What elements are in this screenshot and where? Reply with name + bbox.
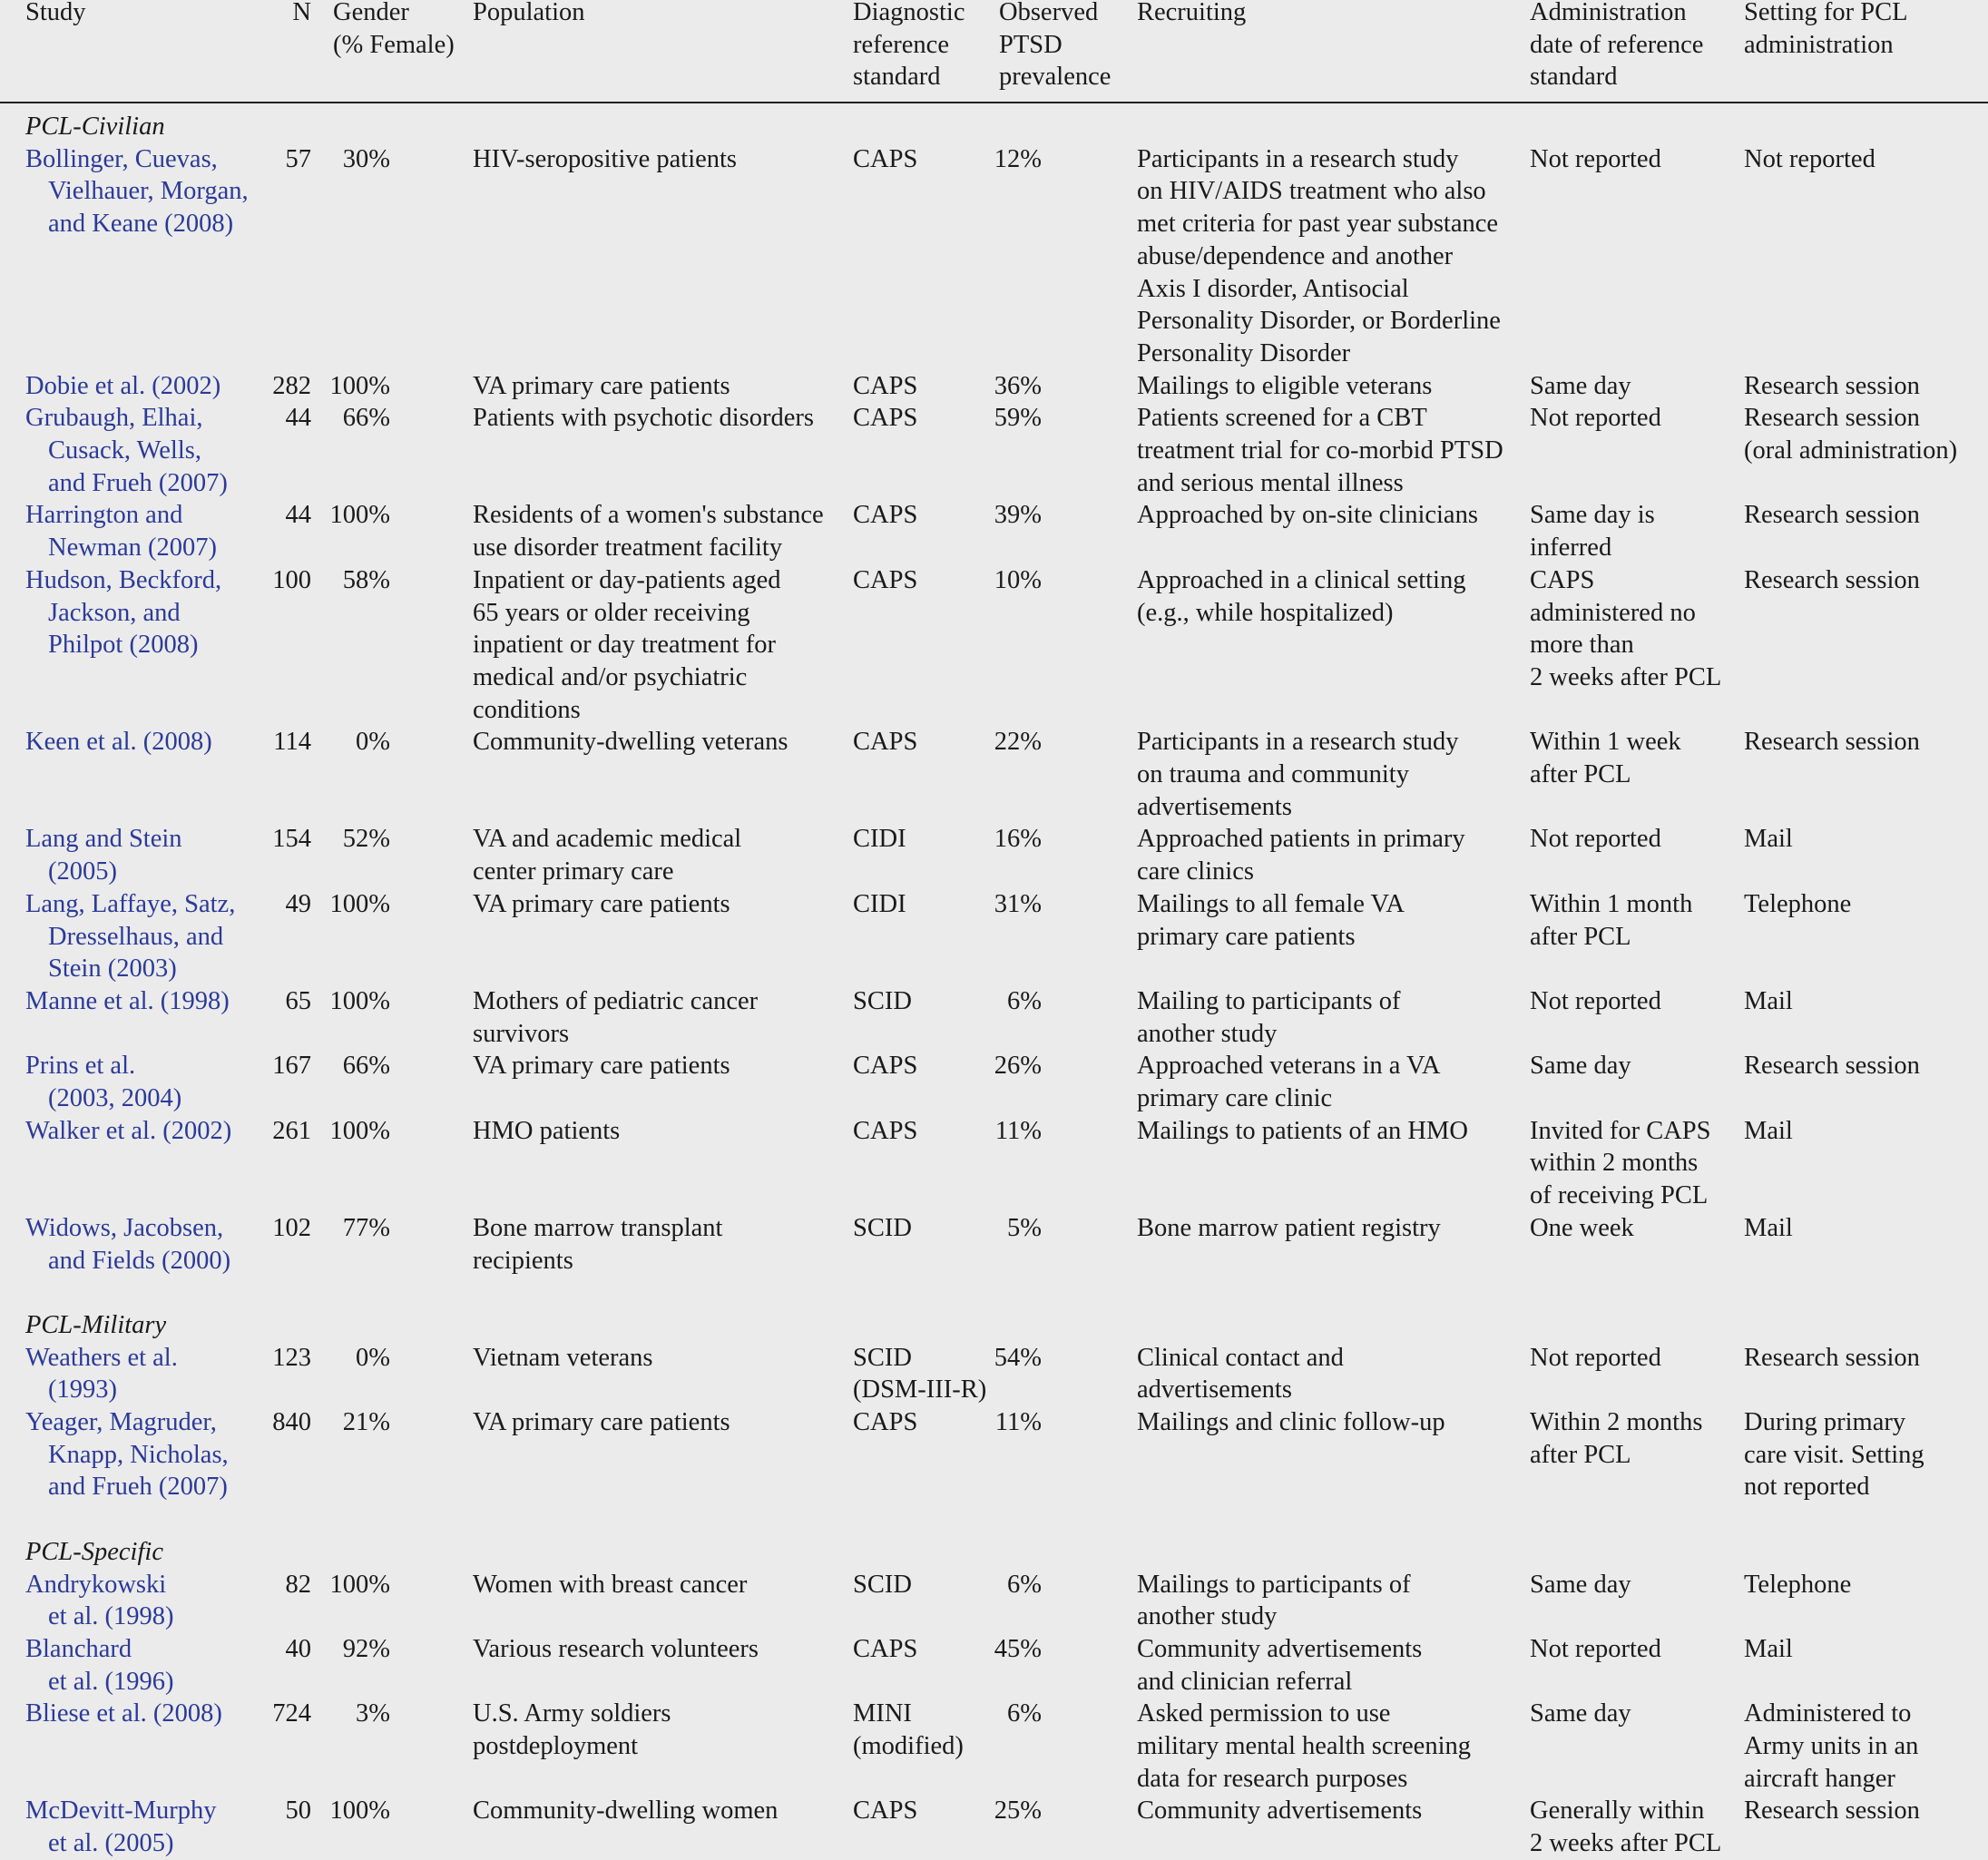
pcl-setting: Mail: [1744, 825, 1793, 854]
reference-standard: CAPS: [853, 1116, 918, 1145]
study-citation-cont: Vielhauer, Morgan,: [48, 177, 249, 206]
population: Community-dwelling veterans: [473, 728, 788, 757]
recruiting: Community advertisements and clinician referral: [1137, 1634, 1423, 1696]
study-citation-cont: Dresselhaus, and: [48, 922, 224, 951]
study-citation-cont: (1993): [48, 1375, 117, 1405]
sample-size: 44: [285, 501, 311, 530]
recruiting: Mailings to participants of another study: [1137, 1570, 1411, 1631]
percent-female: 58%: [342, 565, 390, 594]
sample-size: 50: [285, 1796, 311, 1826]
population: HIV-seropositive patients: [473, 144, 738, 173]
percent-female: 92%: [342, 1634, 390, 1663]
sample-size: 840: [272, 1408, 311, 1436]
header-prevalence: Observed PTSD prevalence: [999, 0, 1112, 92]
administration-date: Invited for CAPS within 2 months of receiving PCL: [1530, 1116, 1711, 1210]
recruiting: Bone marrow patient registry: [1137, 1213, 1441, 1242]
study-citation: Bliese et al. (2008): [25, 1699, 222, 1728]
study-citation: Dobie et al. (2002): [25, 371, 221, 400]
study-citation-cont: and Fields (2000): [48, 1246, 231, 1275]
ptsd-prevalence: 6%: [1007, 986, 1042, 1015]
study-citation-cont: (2003, 2004): [48, 1084, 182, 1112]
reference-standard: SCID: [853, 1570, 912, 1599]
percent-female: 0%: [356, 728, 390, 757]
pcl-setting: Research session: [1744, 501, 1920, 530]
pcl-setting: Research session (oral administration): [1744, 404, 1958, 465]
study-citation-cont: et al. (1996): [48, 1667, 174, 1696]
study-citation: Yeager, Magruder,: [25, 1408, 217, 1436]
sample-size: 282: [272, 371, 311, 400]
recruiting: Asked permission to use military mental health screening data for research purposes: [1137, 1699, 1471, 1793]
header-population: Population: [473, 0, 585, 26]
reference-standard: SCID: [853, 1213, 912, 1242]
sample-size: 49: [285, 889, 311, 918]
sample-size: 82: [285, 1570, 311, 1599]
population: Mothers of pediatric cancer survivors: [473, 986, 759, 1048]
study-citation-cont: Knapp, Nicholas,: [48, 1440, 229, 1469]
reference-standard: CAPS: [853, 728, 918, 757]
reference-standard: SCID (DSM-III-R): [853, 1343, 987, 1405]
study-citation-cont: Philpot (2008): [48, 631, 199, 660]
pcl-setting: Mail: [1744, 1634, 1793, 1663]
recruiting: Patients screened for a CBT treatment trial for co-morbid PTSD and serious mental illness: [1137, 404, 1503, 497]
pcl-setting: Mail: [1744, 986, 1793, 1015]
header-n: N: [292, 0, 311, 26]
study-citation: Bollinger, Cuevas,: [25, 144, 218, 173]
ptsd-prevalence: 11%: [994, 1408, 1042, 1436]
pcl-setting: Administered to Army units in an aircraft hanger: [1744, 1699, 1919, 1793]
population: Bone marrow transplant recipients: [473, 1213, 723, 1275]
recruiting: Approached veterans in a VA primary care clinic: [1137, 1052, 1441, 1112]
administration-date: CAPS administered no more than 2 weeks after PCL: [1530, 565, 1722, 691]
recruiting: Mailings to patients of an HMO: [1137, 1116, 1468, 1145]
administration-date: Same day: [1530, 1699, 1631, 1728]
population: Vietnam veterans: [473, 1343, 653, 1372]
ptsd-prevalence: 25%: [994, 1796, 1042, 1826]
header-setting: Setting for PCL administration: [1744, 0, 1908, 59]
reference-standard: CAPS: [853, 501, 918, 530]
administration-date: Not reported: [1530, 986, 1661, 1015]
reference-standard: CAPS: [853, 1408, 918, 1436]
study-citation: Walker et al. (2002): [25, 1116, 232, 1145]
recruiting: Approached in a clinical setting (e.g., while hospitalized): [1137, 565, 1466, 627]
percent-female: 100%: [329, 986, 390, 1015]
study-citation-cont: and Frueh (2007): [48, 468, 228, 497]
administration-date: One week: [1530, 1213, 1634, 1242]
recruiting: Community advertisements: [1137, 1796, 1423, 1826]
population: Patients with psychotic disorders: [473, 404, 814, 433]
recruiting: Participants in a research study on trauma and community advertisements: [1137, 728, 1459, 821]
ptsd-prevalence: 16%: [994, 825, 1042, 854]
population: Various research volunteers: [473, 1634, 759, 1663]
header-admin-date: Administration date of reference standard: [1530, 0, 1704, 92]
ptsd-prevalence: 12%: [994, 144, 1042, 173]
population: VA primary care patients: [473, 1408, 730, 1436]
population: Inpatient or day-patients aged 65 years or older receiving inpatient or day treatment for medical and/or psychiatric conditions: [473, 565, 781, 724]
pcl-setting: Research session: [1744, 728, 1920, 757]
administration-date: Not reported: [1530, 404, 1661, 433]
recruiting: Clinical contact and advertisements: [1137, 1343, 1344, 1405]
reference-standard: MINI (modified): [853, 1699, 964, 1760]
sample-size: 724: [272, 1699, 311, 1728]
study-citation: Grubaugh, Elhai,: [25, 404, 203, 433]
percent-female: 100%: [329, 1796, 390, 1826]
study-citation-cont: Cusack, Wells,: [48, 436, 201, 465]
reference-standard: CAPS: [853, 1796, 918, 1826]
sample-size: 167: [272, 1052, 311, 1081]
population: VA primary care patients: [473, 1052, 730, 1081]
percent-female: 0%: [356, 1343, 390, 1372]
administration-date: Same day is inferred: [1530, 501, 1655, 563]
study-citation-cont: and Frueh (2007): [48, 1473, 228, 1502]
ptsd-prevalence: 59%: [994, 404, 1042, 433]
pcl-setting: Not reported: [1744, 144, 1875, 173]
reference-standard: SCID: [853, 986, 912, 1015]
study-citation: McDevitt-Murphy: [25, 1796, 217, 1826]
percent-female: 100%: [329, 1570, 390, 1599]
ptsd-prevalence: 39%: [994, 501, 1042, 530]
recruiting: Mailings to all female VA primary care patients: [1137, 889, 1405, 951]
sample-size: 154: [272, 825, 311, 854]
pcl-setting: Mail: [1744, 1116, 1793, 1145]
study-citation: Keen et al. (2008): [25, 728, 212, 757]
ptsd-prevalence: 5%: [1007, 1213, 1042, 1242]
reference-standard: CIDI: [853, 825, 906, 854]
header-gender: Gender (% Female): [333, 0, 455, 59]
percent-female: 100%: [329, 501, 390, 530]
sample-size: 100: [272, 565, 311, 594]
population: VA primary care patients: [473, 371, 730, 400]
sample-size: 44: [285, 404, 311, 433]
percent-female: 66%: [342, 1052, 390, 1081]
header-standard: Diagnostic reference standard: [853, 0, 965, 92]
sample-size: 102: [272, 1213, 311, 1242]
study-citation: Harrington and: [25, 501, 183, 530]
study-citation: Lang, Laffaye, Satz,: [25, 889, 236, 918]
ptsd-prevalence: 11%: [994, 1116, 1042, 1145]
recruiting: Approached patients in primary care clinics: [1137, 825, 1465, 886]
ptsd-prevalence: 36%: [994, 371, 1042, 400]
administration-date: Same day: [1530, 371, 1631, 400]
population: Women with breast cancer: [473, 1570, 748, 1599]
percent-female: 52%: [342, 825, 390, 854]
reference-standard: CAPS: [853, 144, 918, 173]
administration-date: Not reported: [1530, 1343, 1661, 1372]
percent-female: 21%: [342, 1408, 390, 1436]
percent-female: 30%: [342, 144, 390, 173]
administration-date: Within 1 week after PCL: [1530, 728, 1681, 788]
pcl-setting: Research session: [1744, 1052, 1920, 1081]
header-recruiting: Recruiting: [1137, 0, 1247, 26]
sample-size: 114: [273, 728, 311, 757]
recruiting: Participants in a research study on HIV/AIDS treatment who also met criteria for past year substance abuse/dependence and another Axis I disorder, Antisocial Personality Disorder, or Borderline Personality Disorder: [1137, 144, 1501, 367]
population: HMO patients: [473, 1116, 621, 1145]
section-label: PCL-Specific: [25, 1537, 163, 1566]
pcl-setting: Telephone: [1744, 1570, 1852, 1599]
administration-date: Not reported: [1530, 1634, 1661, 1663]
study-citation-cont: et al. (1998): [48, 1602, 174, 1631]
sample-size: 65: [285, 986, 311, 1015]
ptsd-prevalence: 22%: [994, 728, 1042, 757]
reference-standard: CAPS: [853, 371, 918, 400]
ptsd-prevalence: 6%: [1007, 1699, 1042, 1728]
pcl-setting: Research session: [1744, 371, 1920, 400]
study-citation-cont: et al. (2005): [48, 1829, 174, 1858]
pcl-setting: Telephone: [1744, 889, 1852, 918]
pcl-setting: During primary care visit. Setting not reported: [1744, 1408, 1924, 1502]
study-citation-cont: (2005): [48, 857, 117, 886]
population: Community-dwelling women: [473, 1796, 779, 1826]
header-rule: [0, 102, 1988, 103]
percent-female: 66%: [342, 404, 390, 433]
ptsd-prevalence: 26%: [994, 1052, 1042, 1081]
pcl-setting: Research session: [1744, 565, 1920, 594]
study-citation: Blanchard: [25, 1634, 132, 1663]
population: VA primary care patients: [473, 889, 730, 918]
administration-date: Same day: [1530, 1570, 1631, 1599]
recruiting: Mailing to participants of another study: [1137, 986, 1401, 1048]
pcl-setting: Research session: [1744, 1343, 1920, 1372]
population: Residents of a women's substance use disorder treatment facility: [473, 501, 824, 563]
percent-female: 100%: [329, 1116, 390, 1145]
administration-date: Not reported: [1530, 144, 1661, 173]
study-citation-cont: Jackson, and: [48, 598, 181, 627]
study-citation: Prins et al.: [25, 1052, 136, 1081]
pcl-setting: Research session: [1744, 1796, 1920, 1826]
ptsd-prevalence: 45%: [994, 1634, 1042, 1663]
section-label: PCL-Civilian: [25, 113, 165, 141]
recruiting: Mailings to eligible veterans: [1137, 371, 1433, 400]
administration-date: Not reported: [1530, 825, 1661, 854]
sample-size: 57: [285, 144, 311, 173]
ptsd-prevalence: 31%: [994, 889, 1042, 918]
recruiting: Mailings and clinic follow-up: [1137, 1408, 1445, 1436]
study-citation: Hudson, Beckford,: [25, 565, 222, 594]
population: U.S. Army soldiers postdeployment: [473, 1699, 671, 1760]
population: VA and academic medical center primary care: [473, 825, 742, 886]
administration-date: Generally within 2 weeks after PCL: [1530, 1796, 1722, 1858]
reference-standard: CAPS: [853, 1634, 918, 1663]
percent-female: 77%: [342, 1213, 390, 1242]
study-citation-cont: Newman (2007): [48, 534, 217, 563]
study-citation: Weathers et al.: [25, 1343, 178, 1372]
study-citation: Lang and Stein: [25, 825, 182, 854]
ptsd-prevalence: 54%: [994, 1343, 1042, 1372]
study-citation: Manne et al. (1998): [25, 986, 230, 1015]
study-citation: Andrykowski: [25, 1570, 167, 1599]
sample-size: 123: [272, 1343, 311, 1372]
ptsd-prevalence: 6%: [1007, 1570, 1042, 1599]
reference-standard: CAPS: [853, 1052, 918, 1081]
reference-standard: CIDI: [853, 889, 906, 918]
recruiting: Approached by on-site clinicians: [1137, 501, 1478, 530]
sample-size: 261: [272, 1116, 311, 1145]
study-citation-cont: Stein (2003): [48, 954, 177, 984]
header-study: Study: [25, 0, 86, 26]
reference-standard: CAPS: [853, 404, 918, 433]
percent-female: 100%: [329, 889, 390, 918]
percent-female: 3%: [356, 1699, 390, 1728]
reference-standard: CAPS: [853, 565, 918, 594]
percent-female: 100%: [329, 371, 390, 400]
sample-size: 40: [285, 1634, 311, 1663]
administration-date: Within 1 month after PCL: [1530, 889, 1693, 951]
study-citation-cont: and Keane (2008): [48, 210, 234, 239]
study-citation: Widows, Jacobsen,: [25, 1213, 224, 1242]
ptsd-prevalence: 10%: [994, 565, 1042, 594]
section-label: PCL-Military: [25, 1310, 167, 1339]
administration-date: Within 2 months after PCL: [1530, 1408, 1703, 1469]
pcl-setting: Mail: [1744, 1213, 1793, 1242]
administration-date: Same day: [1530, 1052, 1631, 1081]
